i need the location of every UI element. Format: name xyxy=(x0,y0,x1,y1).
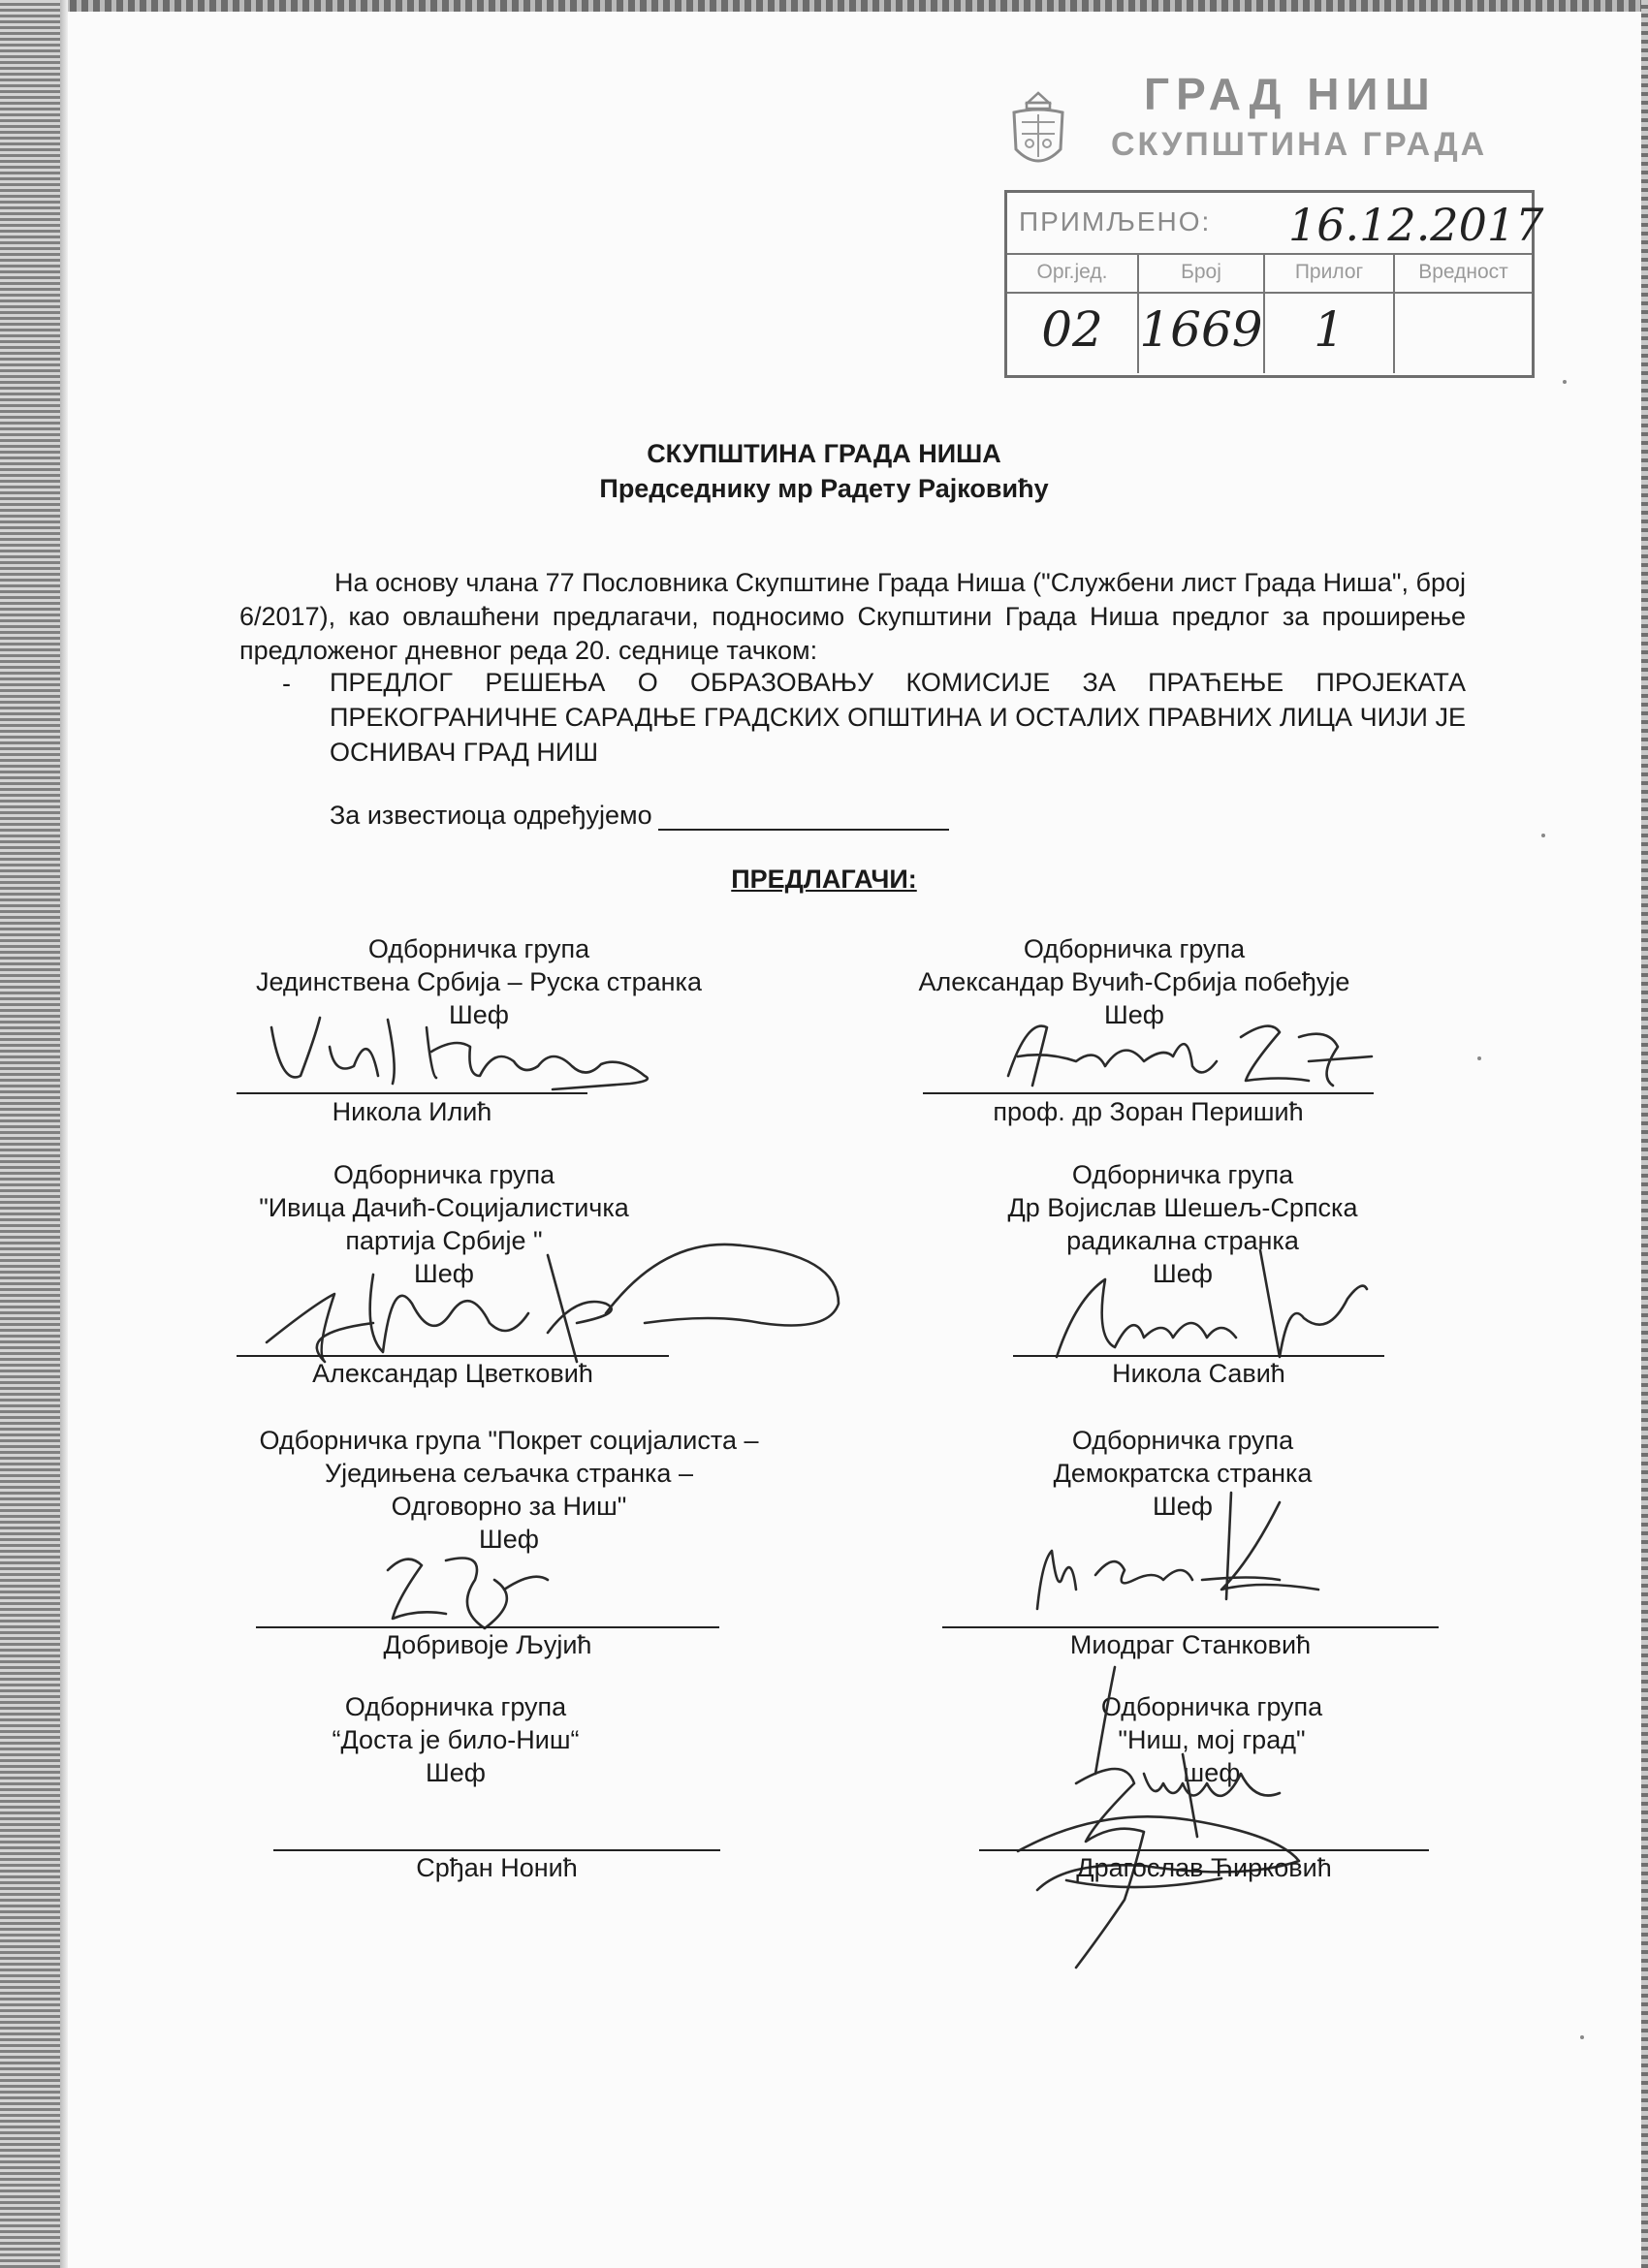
scan-edge-shadow xyxy=(60,0,68,2268)
signature-line-1 xyxy=(237,1092,587,1094)
stamp-title: ГРАД НИШ xyxy=(1144,69,1437,119)
scan-speck xyxy=(1541,834,1545,837)
rapporteur-label: За известиоца одређујемо xyxy=(330,801,652,830)
signature-line-6 xyxy=(942,1626,1439,1628)
rapporteur-line xyxy=(330,801,949,831)
scan-edge-right xyxy=(1641,0,1648,2268)
group-line: Шеф xyxy=(414,1259,474,1288)
agenda-item-bullet: - xyxy=(282,669,291,698)
signature-line-2 xyxy=(923,1092,1374,1094)
group-line: Одборничка група xyxy=(367,934,590,963)
signatory-name-6: Миодраг Станковић xyxy=(1069,1630,1312,1659)
group-line: Шеф xyxy=(426,1758,486,1787)
stamp-received-row xyxy=(1007,193,1544,255)
signatory-name-1: Никола Илић xyxy=(332,1097,492,1126)
scan-speck xyxy=(1563,380,1567,384)
group-line: Одборничка група xyxy=(1071,1426,1294,1455)
group-line: Одборничка група "Покрет социјалиста – xyxy=(259,1426,759,1455)
signatory-name-4: Никола Савић xyxy=(1112,1359,1285,1388)
signature-line-3 xyxy=(237,1355,669,1357)
scan-edge-left xyxy=(0,0,60,2268)
group-line: "Ивица Дачић-Социјалистичка xyxy=(259,1193,629,1222)
signature-2 xyxy=(989,1008,1377,1095)
signatory-name-7: Срђан Нонић xyxy=(416,1853,578,1882)
signature-line-7 xyxy=(273,1849,720,1851)
signature-5 xyxy=(378,1541,572,1638)
group-line: Александар Вучић-Србија побеђује xyxy=(918,967,1350,996)
intro-paragraph: На основу члана 77 Пословника Скупштине Града Ниша ("Службени лист Града Ниша", број 6/2017), као овлашћени предлагачи, подносимо Скупштини Града Ниша предлог за проширење предложеног дневног реда 20. седнице тачком: xyxy=(239,568,1466,665)
stamp-val-number: 1669 xyxy=(1139,301,1263,358)
group-line: “Доста је било-Ниш“ xyxy=(332,1725,580,1754)
group-line: Шеф xyxy=(1153,1259,1213,1288)
stamp-col-number: Број xyxy=(1181,261,1221,283)
rapporteur-blank xyxy=(658,805,949,831)
group-line: шеф xyxy=(1183,1758,1241,1787)
scan-edge-top xyxy=(0,0,1648,12)
signatory-name-8: Драгослав Ћирковић xyxy=(1076,1853,1332,1882)
signatory-block-7 xyxy=(281,1690,630,1789)
group-line: радикална странка xyxy=(1066,1226,1299,1255)
scan-speck xyxy=(1477,1056,1481,1060)
proposers-heading: ПРЕДЛАГАЧИ: xyxy=(731,865,917,894)
stamp-cell-number xyxy=(1139,253,1265,373)
stamp-received-date: 16.12.2017 xyxy=(1288,199,1544,251)
stamp-val-org: 02 xyxy=(1041,301,1103,358)
group-line: Демократска странка xyxy=(1053,1459,1313,1488)
addressee-line-1: СКУПШТИНА ГРАДА НИША xyxy=(647,439,1001,468)
group-line: Шеф xyxy=(1153,1492,1213,1521)
stamp-val-attachment: 1 xyxy=(1314,301,1345,358)
stamp-received-label: ПРИМЉЕНО: xyxy=(1019,206,1212,236)
group-line: Одборничка група xyxy=(1100,1692,1323,1721)
signature-line-5 xyxy=(256,1626,719,1628)
group-line: Јединствена Србија – Руска странка xyxy=(256,967,702,996)
stamp-cell-value xyxy=(1395,253,1532,373)
signature-1 xyxy=(262,1008,669,1095)
signatory-name-3: Александар Цветковић xyxy=(312,1359,593,1388)
group-line: Одговорно за Ниш" xyxy=(391,1492,627,1521)
group-line: "Ниш, мој град" xyxy=(1118,1725,1306,1754)
scan-speck xyxy=(1580,2035,1584,2039)
addressee-heading xyxy=(0,436,1648,506)
group-line: партија Србије " xyxy=(345,1226,543,1255)
addressee-line-2: Председнику мр Радету Рајковићу xyxy=(599,474,1049,503)
group-line: Шеф xyxy=(1104,1000,1164,1029)
group-line: Уједињена сељачка странка – xyxy=(325,1459,693,1488)
signature-line-4 xyxy=(1013,1355,1384,1357)
group-line: Одборничка група xyxy=(1023,934,1246,963)
signature-8 xyxy=(989,1657,1318,1977)
stamp-cell-org xyxy=(1007,253,1139,373)
stamp-col-value: Вредност xyxy=(1418,261,1508,283)
signature-line-8 xyxy=(979,1849,1429,1851)
signatory-name-5: Добривоје Љујић xyxy=(383,1630,592,1659)
stamp-col-attachment: Прилог xyxy=(1294,261,1364,283)
group-line: Шеф xyxy=(479,1525,539,1554)
group-line: Одборничка група xyxy=(333,1160,555,1189)
stamp-col-org: Орг.јед. xyxy=(1036,261,1108,283)
group-line: Др Војислав Шешељ-Српска xyxy=(1007,1193,1358,1222)
stamp-subtitle: СКУПШТИНА ГРАДА xyxy=(1111,126,1488,163)
signature-4 xyxy=(1037,1241,1386,1367)
group-line: Одборничка група xyxy=(344,1692,567,1721)
stamp-cell-attachment xyxy=(1265,253,1395,373)
signature-6 xyxy=(1028,1483,1338,1619)
signatory-block-5 xyxy=(233,1424,785,1556)
registration-stamp xyxy=(1004,190,1544,378)
signatory-name-2: проф. др Зоран Перишић xyxy=(993,1097,1304,1126)
agenda-item-text: ПРЕДЛОГ РЕШЕЊА О ОБРАЗОВАЊУ КОМИСИЈЕ ЗА ПРАЋЕЊЕ ПРОЈЕКАТА ПРЕКОГРАНИЧНЕ САРАДЊЕ ГРАДСКИХ ОПШТИНА И ОСТАЛИХ ПРАВНИХ ЛИЦА ЧИЈИ ЈЕ ОСНИВАЧ ГРАД НИШ xyxy=(330,668,1466,767)
group-line: Одборничка група xyxy=(1071,1160,1294,1189)
group-line: Шеф xyxy=(449,1000,509,1029)
coat-of-arms-icon xyxy=(1008,89,1068,176)
